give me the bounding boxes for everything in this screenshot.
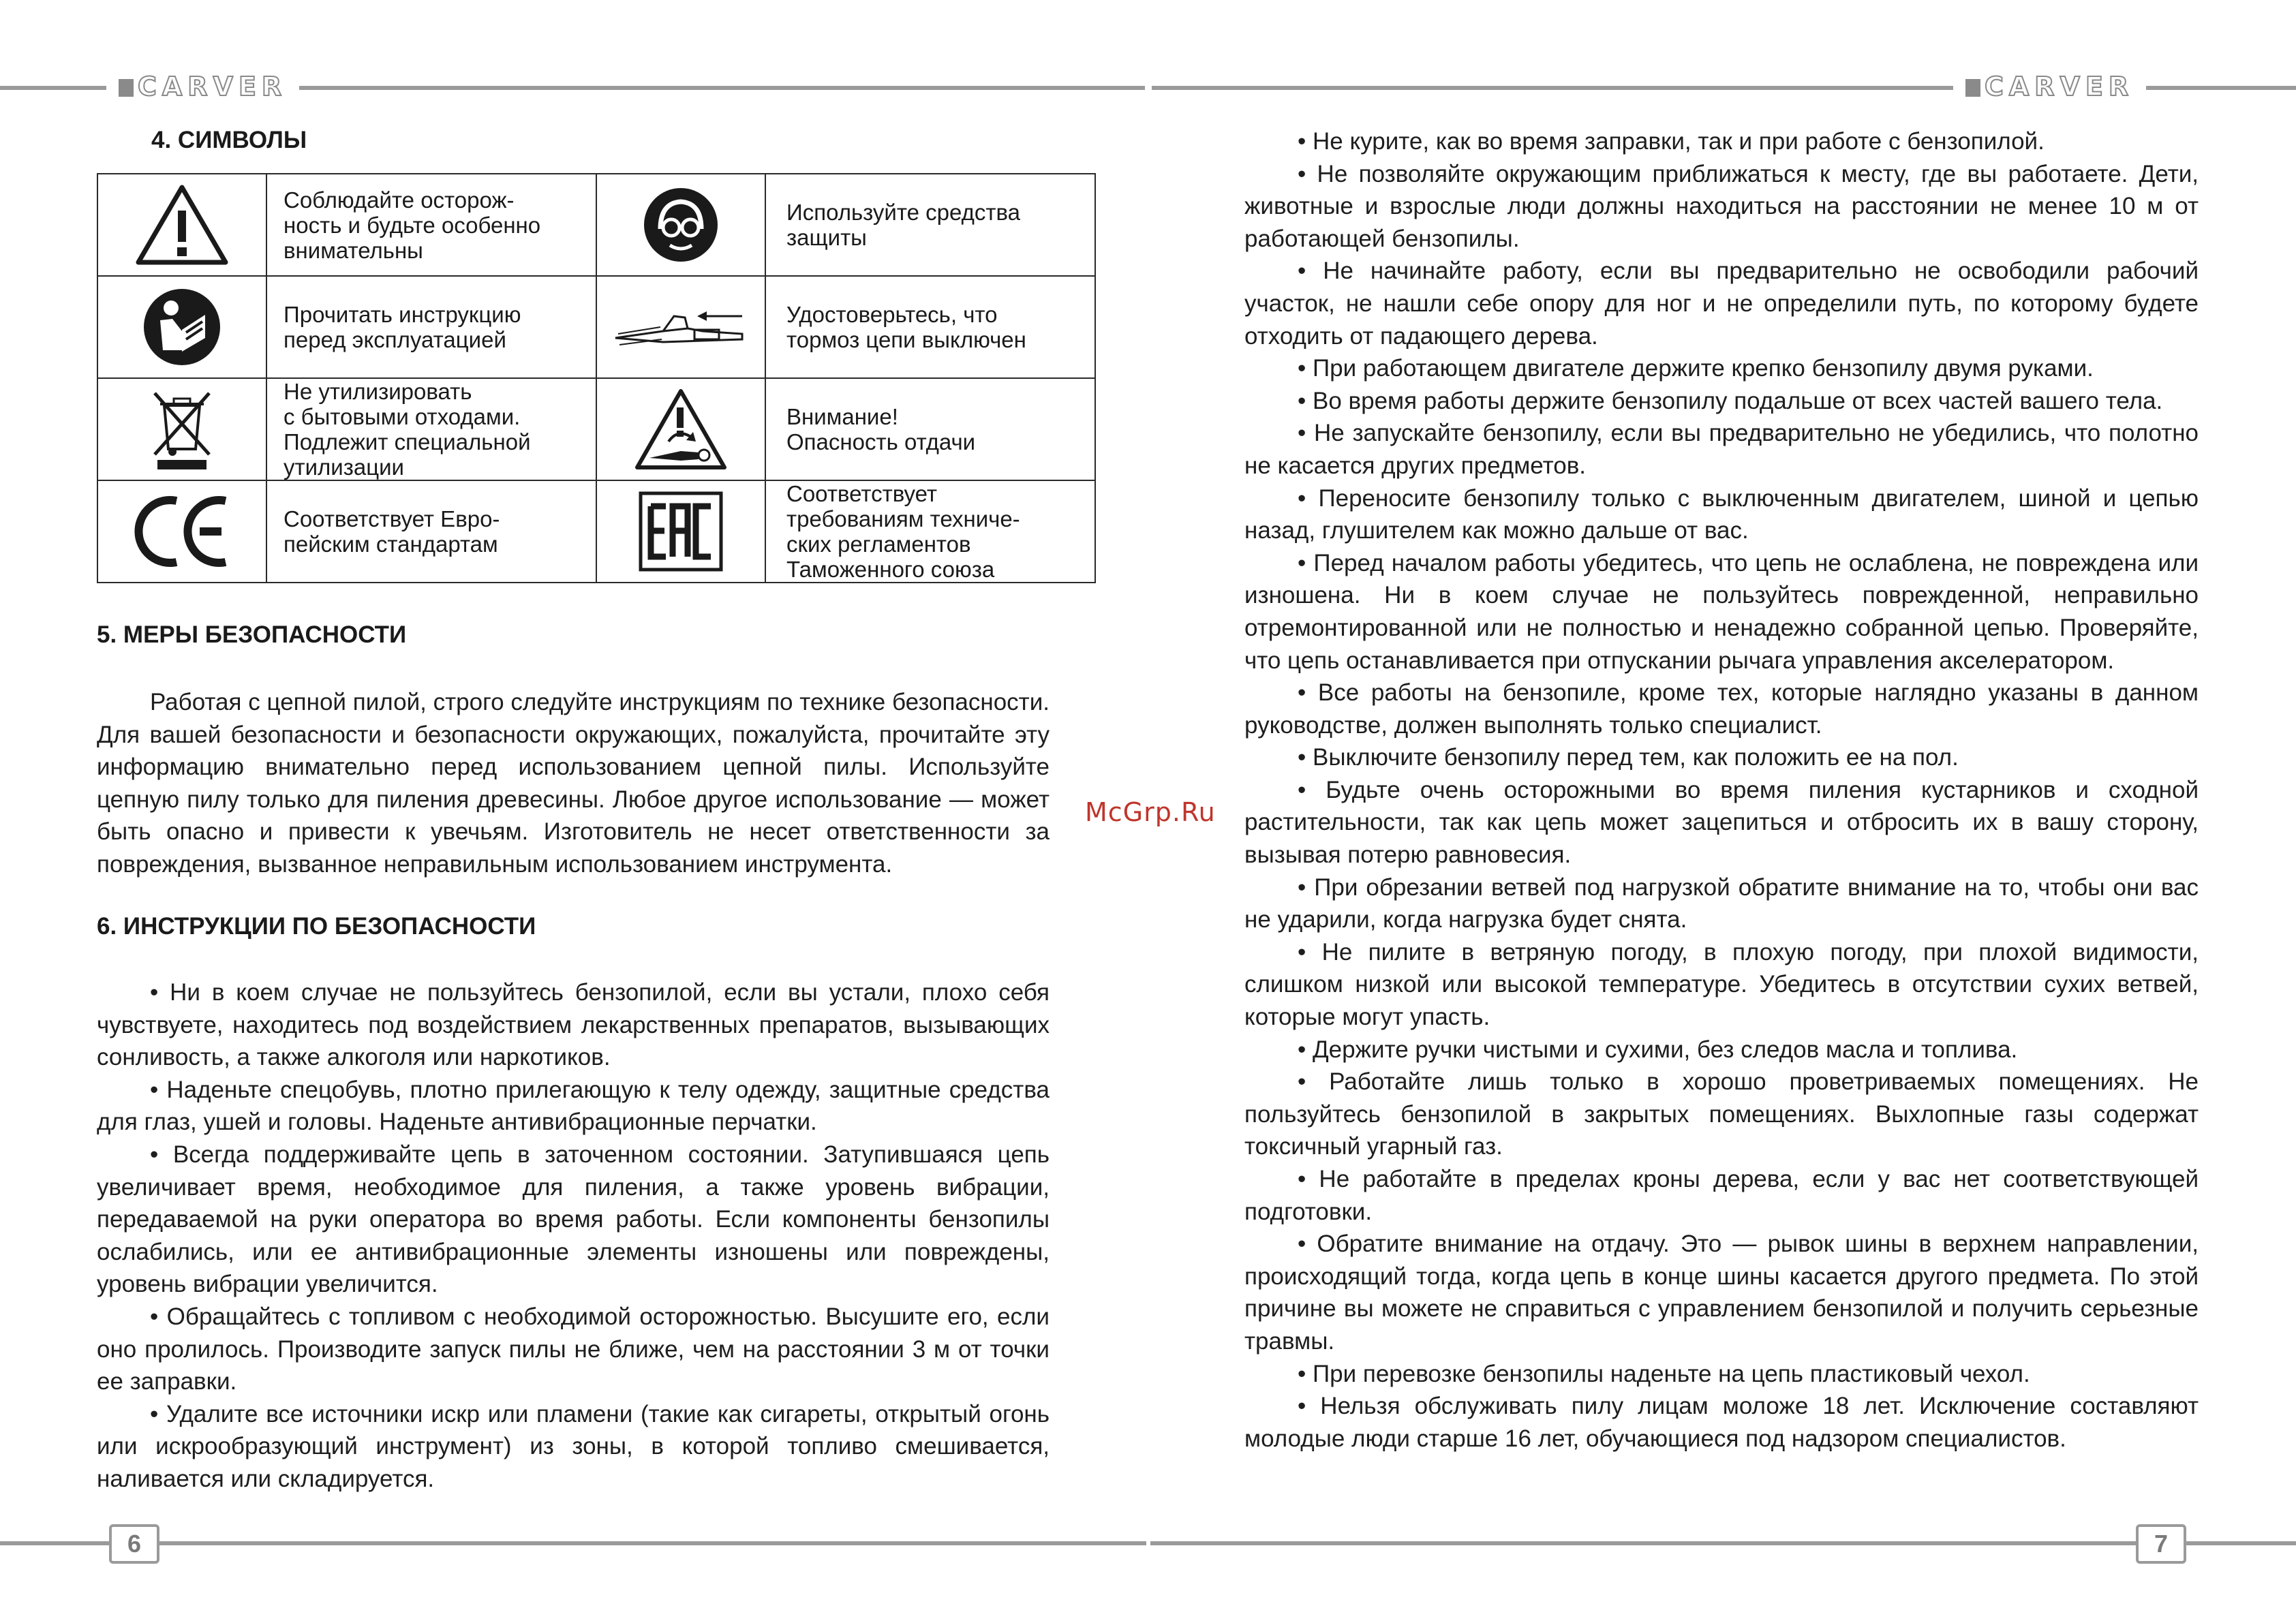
list-item: • При перевозке бензопилы наденьте на цепь пластиковый чехол.	[1298, 1360, 2030, 1387]
list-item: • Перед началом работы убедитесь, что цепь не ослаблена, не повреждена или изношена. Ни в коем случае не пользуйтесь поврежденной, неправильно отремонтированной или не полностью и ненадежно собранной цепью. Проверяйте, что цепь останавливается при отпускании рычага управления акселератором.	[1244, 549, 2199, 674]
list-item: • Выключите бензопилу перед тем, как положить ее на пол.	[1298, 744, 1959, 771]
section6-title: 6. ИНСТРУКЦИИ ПО БЕЗОПАСНОСТИ	[97, 913, 536, 940]
list-item: • При работающем двигателе держите крепко бензопилу двумя руками.	[1298, 355, 2094, 382]
symbol-text: Не утилизировать с бытовыми отходами. Подлежит специальной утилизации	[266, 378, 596, 480]
page-number-left: 6	[109, 1524, 159, 1564]
symbol-text: Соответствует требованиям техниче- ских регламентов Таможенного союза	[765, 480, 1095, 583]
list-item: • Ни в коем случае не пользуйтесь бензопилой, если вы устали, плохо себя чувствуете, находитесь под воздействием лекарственных препаратов, вызывающих сонливость, а также алкоголя или наркотиков.	[97, 979, 1050, 1071]
footer-rule-right	[1150, 1541, 2296, 1545]
list-item: • Нельзя обслуживать пилу лицам моложе 18 лет. Исключение составляют молодые люди старше 16 лет, обучающиеся под надзором специалистов.	[1244, 1393, 2199, 1452]
logo-mark-icon	[119, 79, 134, 97]
ce-mark-icon	[97, 480, 266, 583]
brand-logo-left	[106, 72, 299, 102]
warning-triangle-icon	[97, 174, 266, 276]
brand-text-left: CARVER	[138, 72, 288, 102]
section4-title: 4. СИМВОЛЫ	[151, 127, 307, 153]
page-number-right: 7	[2136, 1524, 2186, 1564]
list-item: • Наденьте спецобувь, плотно прилегающую к телу одежду, защитные средства для глаз, ушей и головы. Наденьте антивибрационные перчатки.	[97, 1076, 1050, 1136]
list-item: • Всегда поддерживайте цепь в заточенном состоянии. Затупившаяся цепь увеличивает время, необходимое для пиления, а также уровень вибрации, передаваемой на руки оператора во время работы. Если компоненты бензопилы ослабились, или ее антивибрационные элементы изношены или повреждены, уровень вибрации увеличится.	[97, 1141, 1050, 1298]
protective-gear-icon	[596, 174, 765, 276]
list-item: • Во время работы держите бензопилу подальше от всех частей вашего тела.	[1298, 387, 2163, 414]
list-item: • Держите ручки чистыми и сухими, без следов масла и топлива.	[1298, 1036, 2018, 1063]
list-item: • Переносите бензопилу только с выключенным двигателем, шиной и цепью назад, глушителем как можно дальше от вас.	[1244, 484, 2199, 544]
list-item: • Не позволяйте окружающим приближаться к месту, где вы работаете. Дети, животные и взрослые люди должны находиться на расстоянии не менее 10 м от работающей бензопилы.	[1244, 160, 2199, 252]
list-item: • Работайте лишь только в хорошо проветриваемых помещениях. Не пользуйтесь бензопилой в закрытых помещениях. Выхлопные газы содержат токсичный угарный газ.	[1244, 1068, 2199, 1160]
symbol-text: Соблюдайте осторож- ность и будьте особенно внимательны	[266, 174, 596, 276]
footer-rule-left	[0, 1541, 1146, 1545]
symbol-text: Соответствует Евро- пейским стандартам	[266, 480, 596, 583]
symbol-text: Используйте средства защиты	[765, 174, 1095, 276]
list-item: • Будьте очень осторожными во время пиления кустарников и сходной растительности, так как цепь может зацепиться и отбросить их в вашу сторону, вызывая потерю равновесия.	[1244, 776, 2199, 869]
brand-text-right: CARVER	[1985, 72, 2134, 102]
kickback-warning-icon	[596, 378, 765, 480]
right-page-bullets	[1244, 125, 2199, 1455]
list-item: • При обрезании ветвей под нагрузкой обратите внимание на то, чтобы они вас не ударили, когда нагрузка будет снята.	[1244, 874, 2199, 933]
section5-title: 5. МЕРЫ БЕЗОПАСНОСТИ	[97, 621, 407, 648]
table-row	[97, 174, 1095, 276]
section5-paragraph: Работая с цепной пилой, строго следуйте инструкциям по технике безопасности. Для вашей безопасности и безопасности окружающих, пожалуйста, прочитайте эту информацию внимательно перед использованием цепной пилы. Используйте цепную пилу только для пиления древесины. Любое другое использование — может быть опасно и привести к увечьям. Изготовитель не несет ответственности за повреждения, вызванное неправильным использованием инструмента.	[97, 689, 1050, 878]
chain-brake-icon	[596, 276, 765, 378]
table-row	[97, 276, 1095, 378]
symbol-text: Прочитать инструкцию перед эксплуатацией	[266, 276, 596, 378]
crossed-bin-icon	[97, 378, 266, 480]
watermark: McGrp.Ru	[1085, 797, 1216, 827]
eac-mark-icon	[596, 480, 765, 583]
list-item: • Не начинайте работу, если вы предварительно не освободили рабочий участок, не нашли себе опору для ног и не определили путь, по которому будете отходить от падающего дерева.	[1244, 258, 2199, 350]
table-row	[97, 480, 1095, 583]
symbols-table	[97, 173, 1096, 583]
symbol-text: Внимание! Опасность отдачи	[765, 378, 1095, 480]
list-item: • Не запускайте бензопилу, если вы предварительно не убедились, что полотно не касается других предметов.	[1244, 420, 2199, 479]
list-item: • Все работы на бензопиле, кроме тех, которые наглядно указаны в данном руководстве, должен выполнять только специалист.	[1244, 679, 2199, 739]
section6-bullets	[97, 976, 1050, 1496]
list-item: • Удалите все источники искр или пламени (такие как сигареты, открытый огонь или искрообразующий инструмент) из зоны, в которой топливо смешивается, наливается или складируется.	[97, 1400, 1050, 1492]
list-item: • Не курите, как во время заправки, так и при работе с бензопилой.	[1298, 128, 2045, 155]
brand-logo-right	[1953, 72, 2146, 102]
logo-mark-icon	[1965, 79, 1980, 97]
symbol-text: Удостоверьтесь, что тормоз цепи выключен	[765, 276, 1095, 378]
list-item: • Обращайтесь с топливом с необходимой осторожностью. Высушите его, если оно пролилось. Производите запуск пилы не ближе, чем на расстоянии 3 м от точки ее заправки.	[97, 1303, 1050, 1395]
read-manual-icon	[97, 276, 266, 378]
list-item: • Обратите внимание на отдачу. Это — рывок шины в верхнем направлении, происходящий тогда, когда цепь в конце шины касается другого предмета. По этой причине вы можете не справиться с управлением бензопилой и получить серьезные травмы.	[1244, 1231, 2199, 1355]
list-item: • Не работайте в пределах кроны дерева, если у вас нет соответствующей подготовки.	[1244, 1166, 2199, 1225]
table-row	[97, 378, 1095, 480]
list-item: • Не пилите в ветряную погоду, в плохую погоду, при плохой видимости, слишком низкой или высокой температуре. Убедитесь в отсутствии сухих ветвей, которые могут упасть.	[1244, 938, 2199, 1031]
